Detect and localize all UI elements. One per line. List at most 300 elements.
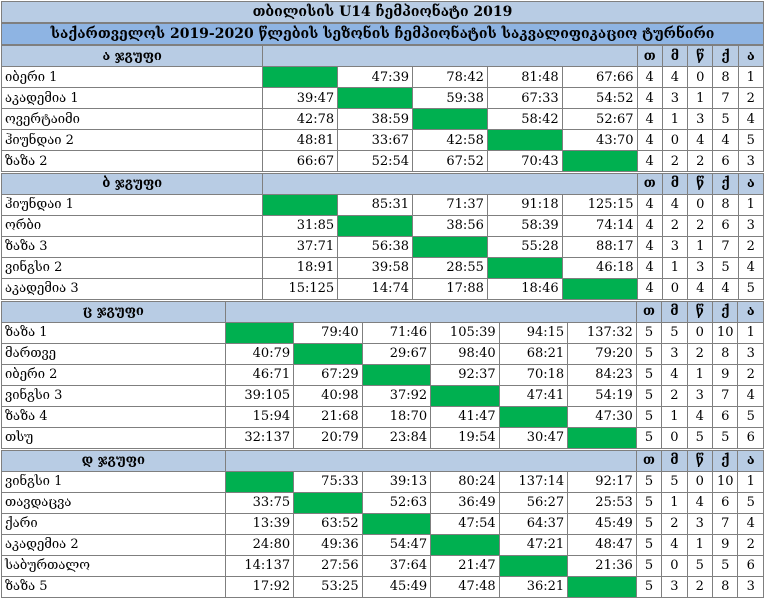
match-score: 47:41 [499, 385, 568, 406]
match-score: 21:36 [568, 555, 637, 576]
self-match-cell [413, 109, 488, 130]
team-stat: 7 [713, 88, 738, 109]
group-header-blank [263, 173, 637, 194]
team-stat: 3 [687, 513, 712, 534]
team-stat: 4 [637, 109, 662, 130]
match-score: 94:15 [499, 322, 568, 343]
stat-header: ქ [713, 173, 738, 194]
team-stat: 4 [637, 236, 662, 257]
match-score: 47:39 [338, 67, 413, 88]
team-stat: 0 [687, 322, 712, 343]
team-stat: 4 [637, 257, 662, 278]
match-score: 33:67 [338, 130, 413, 151]
team-stat: 3 [662, 88, 687, 109]
team-stat: 2 [688, 151, 713, 172]
self-match-cell [487, 257, 562, 278]
match-score: 17:88 [413, 278, 488, 299]
match-score: 78:42 [413, 67, 488, 88]
match-score: 37:71 [263, 236, 338, 257]
match-score: 24:80 [225, 534, 294, 555]
team-stat: 4 [662, 534, 687, 555]
match-score: 13:39 [225, 513, 294, 534]
team-row [2, 427, 764, 448]
match-score: 47:48 [431, 576, 500, 597]
team-stat: 4 [738, 257, 763, 278]
self-match-cell [499, 555, 568, 576]
match-score: 56:27 [499, 492, 568, 513]
team-name: მართვე [2, 343, 226, 364]
tournament-title: თბილისის U14 ჩემპიონატი 2019 [1, 1, 764, 23]
team-stat: 0 [662, 130, 687, 151]
team-stat: 5 [662, 322, 687, 343]
match-score: 67:66 [562, 67, 637, 88]
match-score: 36:49 [431, 492, 500, 513]
team-stat: 1 [688, 236, 713, 257]
match-score: 92:17 [568, 471, 637, 492]
match-score: 38:59 [338, 109, 413, 130]
match-score: 105:39 [431, 322, 500, 343]
self-match-cell [225, 471, 294, 492]
match-score: 47:21 [499, 534, 568, 555]
team-name: თსუ [2, 427, 226, 448]
team-stat: 10 [713, 322, 738, 343]
match-score: 49:36 [294, 534, 363, 555]
group-table [1, 450, 764, 598]
match-score: 31:85 [263, 215, 338, 236]
team-stat: 3 [738, 151, 763, 172]
match-score: 19:54 [431, 427, 500, 448]
team-stat: 0 [688, 194, 713, 215]
team-row [2, 215, 764, 236]
match-score: 29:67 [362, 343, 431, 364]
team-row [2, 576, 764, 597]
team-stat: 2 [687, 576, 712, 597]
team-stat: 6 [713, 406, 738, 427]
match-score: 38:56 [413, 215, 488, 236]
team-stat: 1 [688, 88, 713, 109]
match-score: 54:47 [362, 534, 431, 555]
self-match-cell [562, 278, 637, 299]
group-title: ბ ჯგუფი [2, 173, 263, 194]
self-match-cell [568, 576, 637, 597]
match-score: 42:58 [413, 130, 488, 151]
match-score: 39:105 [225, 385, 294, 406]
match-score: 47:30 [568, 406, 637, 427]
match-score: 88:17 [562, 236, 637, 257]
team-stat: 8 [713, 576, 738, 597]
stat-header: ქ [713, 301, 738, 322]
team-row [2, 385, 764, 406]
team-name: იბერი 2 [2, 364, 226, 385]
match-score: 42:78 [263, 109, 338, 130]
match-score: 43:70 [562, 130, 637, 151]
team-stat: 5 [636, 364, 661, 385]
stat-header: წ [688, 173, 713, 194]
team-stat: 1 [738, 471, 764, 492]
team-stat: 5 [636, 385, 661, 406]
team-stat: 5 [713, 427, 738, 448]
team-stat: 4 [662, 194, 687, 215]
team-stat: 1 [662, 406, 687, 427]
match-score: 67:33 [487, 88, 562, 109]
group-table [1, 301, 764, 449]
stat-header: ა [738, 173, 763, 194]
team-stat: 1 [687, 534, 712, 555]
team-row [2, 534, 764, 555]
stat-header: მ [662, 173, 687, 194]
team-stat: 2 [738, 236, 763, 257]
match-score: 18:46 [487, 278, 562, 299]
team-stat: 1 [662, 109, 687, 130]
team-stat: 0 [662, 278, 687, 299]
team-stat: 5 [636, 555, 661, 576]
team-row [2, 343, 764, 364]
team-stat: 2 [688, 215, 713, 236]
team-stat: 4 [637, 151, 662, 172]
match-score: 45:49 [362, 576, 431, 597]
team-stat: 3 [662, 343, 687, 364]
team-row [2, 130, 764, 151]
self-match-cell [431, 534, 500, 555]
team-stat: 5 [636, 513, 661, 534]
team-stat: 1 [662, 492, 687, 513]
team-stat: 5 [713, 109, 738, 130]
team-name: აკადემია 2 [2, 534, 226, 555]
team-name: ვინგსი 2 [2, 257, 263, 278]
stat-header: ქ [713, 450, 738, 471]
team-row [2, 406, 764, 427]
group-header-blank [225, 301, 636, 322]
team-stat: 2 [662, 513, 687, 534]
self-match-cell [568, 427, 637, 448]
team-stat: 0 [662, 427, 687, 448]
match-score: 40:79 [225, 343, 294, 364]
team-stat: 0 [688, 67, 713, 88]
stat-header: თ [636, 301, 661, 322]
team-name: თავდაცვა [2, 492, 226, 513]
stat-header: მ [662, 301, 687, 322]
match-score: 53:25 [294, 576, 363, 597]
stat-header: მ [662, 450, 687, 471]
match-score: 39:13 [362, 471, 431, 492]
team-stat: 5 [636, 427, 661, 448]
self-match-cell [294, 343, 363, 364]
team-stat: 5 [713, 257, 738, 278]
match-score: 32:137 [225, 427, 294, 448]
team-name: ჰიუნდაი 1 [2, 194, 263, 215]
team-stat: 1 [738, 67, 763, 88]
match-score: 20:79 [294, 427, 363, 448]
team-stat: 4 [713, 130, 738, 151]
stat-header: თ [636, 450, 661, 471]
team-stat: 5 [636, 492, 661, 513]
match-score: 21:68 [294, 406, 363, 427]
match-score: 80:24 [431, 471, 500, 492]
team-stat: 1 [687, 364, 712, 385]
team-row [2, 67, 764, 88]
match-score: 79:40 [294, 322, 363, 343]
team-stat: 6 [738, 427, 764, 448]
match-score: 17:92 [225, 576, 294, 597]
self-match-cell [362, 364, 431, 385]
match-score: 48:47 [568, 534, 637, 555]
team-stat: 4 [637, 194, 662, 215]
team-stat: 0 [662, 555, 687, 576]
stat-header: ა [738, 301, 764, 322]
team-stat: 3 [738, 215, 763, 236]
group-header [2, 46, 764, 67]
stat-header: ა [738, 46, 763, 67]
team-name: ზაზა 5 [2, 576, 226, 597]
team-stat: 2 [662, 215, 687, 236]
match-score: 39:58 [338, 257, 413, 278]
team-stat: 7 [713, 513, 738, 534]
match-score: 67:52 [413, 151, 488, 172]
team-stat: 4 [713, 278, 738, 299]
team-stat: 5 [713, 555, 738, 576]
team-row [2, 88, 764, 109]
match-score: 54:19 [568, 385, 637, 406]
team-stat: 2 [738, 88, 763, 109]
team-stat: 4 [662, 67, 687, 88]
team-stat: 8 [713, 67, 738, 88]
group-header [2, 301, 764, 322]
match-score: 52:63 [362, 492, 431, 513]
stat-header: მ [662, 46, 687, 67]
team-stat: 9 [713, 534, 738, 555]
group-title: ა ჯგუფი [2, 46, 263, 67]
team-row [2, 109, 764, 130]
match-score: 45:49 [568, 513, 637, 534]
team-stat: 4 [637, 215, 662, 236]
team-stat: 4 [738, 385, 764, 406]
self-match-cell [362, 513, 431, 534]
team-stat: 4 [738, 109, 763, 130]
team-stat: 2 [738, 534, 764, 555]
team-row [2, 322, 764, 343]
stat-header: წ [687, 301, 712, 322]
match-score: 66:67 [263, 151, 338, 172]
team-row [2, 492, 764, 513]
team-stat: 5 [636, 322, 661, 343]
team-stat: 5 [662, 471, 687, 492]
match-score: 84:23 [568, 364, 637, 385]
match-score: 137:32 [568, 322, 637, 343]
team-name: აკადემია 1 [2, 88, 263, 109]
match-score: 47:54 [431, 513, 500, 534]
match-score: 68:21 [499, 343, 568, 364]
team-name: საბურთალო [2, 555, 226, 576]
self-match-cell [431, 385, 500, 406]
match-score: 137:14 [499, 471, 568, 492]
match-score: 63:52 [294, 513, 363, 534]
tournament-subtitle: საქართველოს 2019-2020 წლების სეზონის ჩემპიონატის საკვალიფიკაციო ტურნირი [1, 23, 764, 45]
team-stat: 4 [637, 130, 662, 151]
match-score: 71:37 [413, 194, 488, 215]
group-header [2, 173, 764, 194]
team-name: ვინგსი 1 [2, 471, 226, 492]
match-score: 36:21 [499, 576, 568, 597]
match-score: 59:38 [413, 88, 488, 109]
team-stat: 3 [688, 257, 713, 278]
match-score: 58:39 [487, 215, 562, 236]
team-stat: 8 [713, 343, 738, 364]
team-stat: 1 [738, 322, 764, 343]
team-stat: 4 [637, 88, 662, 109]
match-score: 64:37 [499, 513, 568, 534]
self-match-cell [225, 322, 294, 343]
team-stat: 3 [662, 576, 687, 597]
team-stat: 3 [738, 343, 764, 364]
team-stat: 4 [637, 67, 662, 88]
match-score: 39:47 [263, 88, 338, 109]
team-stat: 4 [688, 130, 713, 151]
team-stat: 6 [713, 151, 738, 172]
group-header [2, 450, 764, 471]
match-score: 37:64 [362, 555, 431, 576]
match-score: 21:47 [431, 555, 500, 576]
self-match-cell [338, 88, 413, 109]
team-stat: 0 [687, 471, 712, 492]
match-score: 46:18 [562, 257, 637, 278]
team-stat: 5 [738, 278, 763, 299]
team-name: ორბი [2, 215, 263, 236]
match-score: 48:81 [263, 130, 338, 151]
match-score: 54:52 [562, 88, 637, 109]
team-stat: 4 [662, 364, 687, 385]
stat-header: წ [688, 46, 713, 67]
team-stat: 2 [738, 364, 764, 385]
team-stat: 6 [713, 215, 738, 236]
group-header-blank [263, 46, 637, 67]
team-row [2, 471, 764, 492]
self-match-cell [263, 67, 338, 88]
team-stat: 2 [662, 385, 687, 406]
team-stat: 6 [738, 555, 764, 576]
team-row [2, 257, 764, 278]
match-score: 71:46 [362, 322, 431, 343]
self-match-cell [413, 236, 488, 257]
team-stat: 4 [688, 278, 713, 299]
team-stat: 5 [687, 427, 712, 448]
team-name: ზაზა 2 [2, 151, 263, 172]
team-stat: 3 [738, 576, 764, 597]
match-score: 52:54 [338, 151, 413, 172]
match-score: 15:94 [225, 406, 294, 427]
team-name: ოვერტაიმი [2, 109, 263, 130]
team-stat: 9 [713, 364, 738, 385]
team-stat: 10 [713, 471, 738, 492]
group-title: დ ჯგუფი [2, 450, 226, 471]
group-header-blank [225, 450, 636, 471]
team-stat: 1 [738, 194, 763, 215]
match-score: 14:137 [225, 555, 294, 576]
match-score: 92:37 [431, 364, 500, 385]
group-table [1, 173, 764, 300]
team-stat: 8 [713, 194, 738, 215]
match-score: 27:56 [294, 555, 363, 576]
team-stat: 4 [687, 492, 712, 513]
match-score: 15:125 [263, 278, 338, 299]
group-table [1, 45, 764, 172]
stat-header: ქ [713, 46, 738, 67]
self-match-cell [294, 492, 363, 513]
match-score: 46:71 [225, 364, 294, 385]
stat-header: თ [637, 173, 662, 194]
match-score: 25:53 [568, 492, 637, 513]
match-score: 33:75 [225, 492, 294, 513]
match-score: 58:42 [487, 109, 562, 130]
match-score: 79:20 [568, 343, 637, 364]
stat-header: თ [637, 46, 662, 67]
team-name: აკადემია 3 [2, 278, 263, 299]
match-score: 70:43 [487, 151, 562, 172]
match-score: 18:91 [263, 257, 338, 278]
match-score: 56:38 [338, 236, 413, 257]
team-stat: 6 [713, 492, 738, 513]
team-name: ზაზა 1 [2, 322, 226, 343]
match-score: 30:47 [499, 427, 568, 448]
team-stat: 5 [636, 534, 661, 555]
team-stat: 3 [662, 236, 687, 257]
team-name: ზაზა 4 [2, 406, 226, 427]
team-row [2, 364, 764, 385]
team-stat: 5 [738, 130, 763, 151]
match-score: 52:67 [562, 109, 637, 130]
match-score: 37:92 [362, 385, 431, 406]
team-stat: 2 [662, 151, 687, 172]
team-stat: 5 [636, 343, 661, 364]
stat-header: ა [738, 450, 764, 471]
team-stat: 7 [713, 385, 738, 406]
stat-header: წ [687, 450, 712, 471]
match-score: 18:70 [362, 406, 431, 427]
team-row [2, 555, 764, 576]
match-score: 28:55 [413, 257, 488, 278]
match-score: 98:40 [431, 343, 500, 364]
team-stat: 5 [636, 576, 661, 597]
team-stat: 5 [636, 406, 661, 427]
team-stat: 5 [687, 555, 712, 576]
team-stat: 3 [688, 109, 713, 130]
match-score: 23:84 [362, 427, 431, 448]
self-match-cell [263, 194, 338, 215]
team-stat: 4 [687, 406, 712, 427]
match-score: 55:28 [487, 236, 562, 257]
match-score: 74:14 [562, 215, 637, 236]
self-match-cell [338, 215, 413, 236]
team-name: ჰიუნდაი 2 [2, 130, 263, 151]
match-score: 91:18 [487, 194, 562, 215]
match-score: 67:29 [294, 364, 363, 385]
match-score: 81:48 [487, 67, 562, 88]
team-row [2, 194, 764, 215]
team-stat: 5 [738, 406, 764, 427]
team-stat: 1 [662, 257, 687, 278]
team-name: ვინგსი 3 [2, 385, 226, 406]
match-score: 125:15 [562, 194, 637, 215]
team-stat: 5 [738, 492, 764, 513]
team-name: ზაზა 3 [2, 236, 263, 257]
self-match-cell [487, 130, 562, 151]
team-stat: 4 [738, 513, 764, 534]
team-name: იბერი 1 [2, 67, 263, 88]
match-score: 40:98 [294, 385, 363, 406]
match-score: 14:74 [338, 278, 413, 299]
team-stat: 5 [636, 471, 661, 492]
team-stat: 7 [713, 236, 738, 257]
team-stat: 3 [687, 385, 712, 406]
